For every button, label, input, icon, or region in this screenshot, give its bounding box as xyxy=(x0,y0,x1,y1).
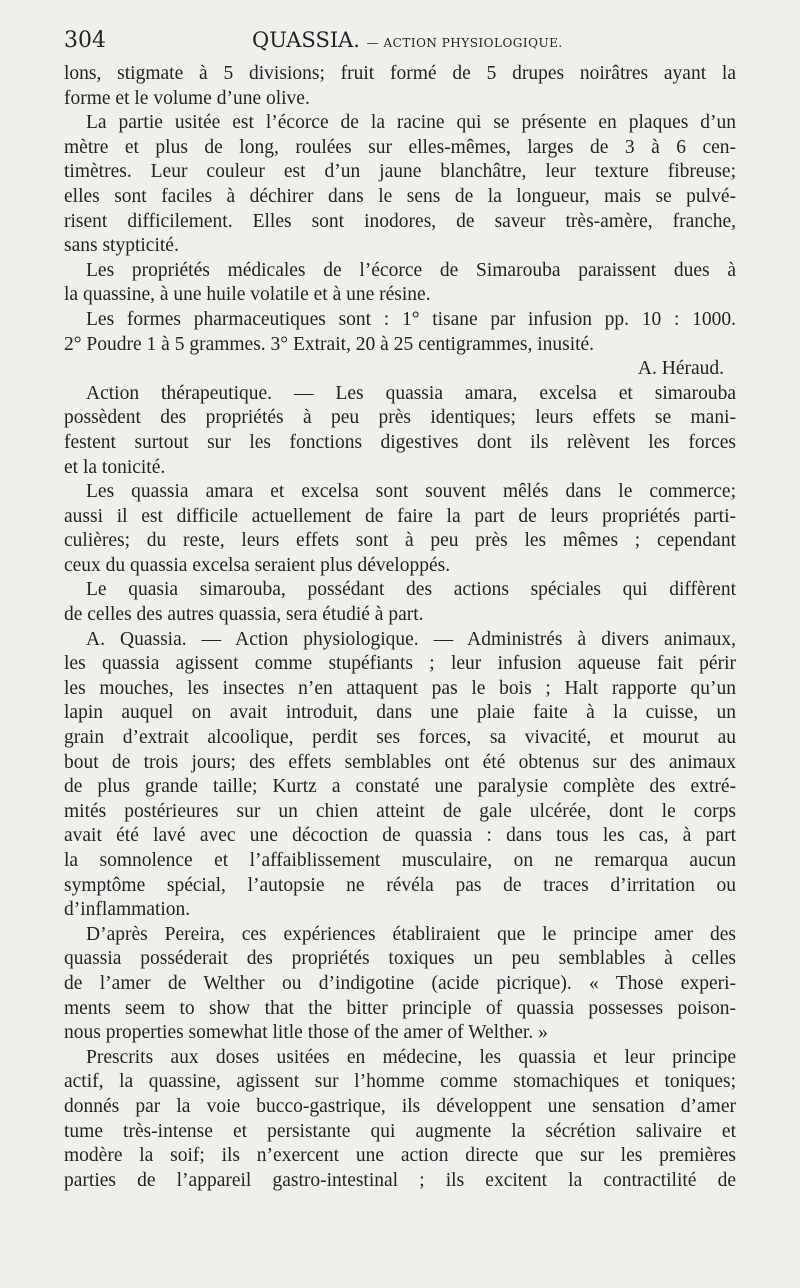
text-line: tume très-intense et persistante qui augmente la sécrétion salivaire et xyxy=(64,1120,736,1142)
text-line: quassia posséderait des propriétés toxiques un peu semblables à celles xyxy=(64,948,736,970)
text-line: grain d’extrait alcoolique, perdit ses forces, sa vivacité, et mourut au xyxy=(64,727,736,749)
text-line: Les quassia amara et excelsa sont souvent mêlés dans le commerce; xyxy=(86,481,736,503)
text-line: Les propriétés médicales de l’écorce de Simarouba paraissent dues à xyxy=(86,259,736,281)
text-line: de l’amer de Welther ou d’indigotine (acide picrique). « Those experi- xyxy=(64,972,736,994)
text-line: risent difficilement. Elles sont inodores, de saveur très-amère, franche, xyxy=(64,210,736,232)
text-line: Action thérapeutique. — Les quassia amara, excelsa et simarouba xyxy=(86,382,736,404)
text-line: possèdent des propriétés à peu près identiques; leurs effets se mani- xyxy=(64,407,736,429)
text-line: D’après Pereira, ces expériences établiraient que le principe amer des xyxy=(86,923,736,945)
text-line: la quassine, à une huile volatile et à une résine. xyxy=(64,284,431,306)
text-line: nous properties somewhat litle those of the amer of Welther. » xyxy=(64,1022,548,1044)
page-body xyxy=(64,62,736,1193)
text-line: festent surtout sur les fonctions digestives dont ils relèvent les forces xyxy=(64,431,736,453)
text-line: A. Quassia. — Action physiologique. — Administrés à divers animaux, xyxy=(86,628,736,650)
text-line: culières; du reste, leurs effets sont à peu près les mêmes ; cependant xyxy=(64,530,736,552)
text-line: parties de l’appareil gastro-intestinal ; ils excitent la contractilité de xyxy=(64,1169,736,1191)
text-line: actif, la quassine, agissent sur l’homme comme stomachiques et toniques; xyxy=(64,1071,736,1093)
text-line: de plus grande taille; Kurtz a constaté une paralysie complète des extré- xyxy=(64,776,736,798)
text-line: Les formes pharmaceutiques sont : 1° tisane par infusion pp. 10 : 1000. xyxy=(86,308,736,330)
text-line: A. Héraud. xyxy=(637,358,724,380)
text-line: bout de trois jours; des effets semblables ont été obtenus sur des animaux xyxy=(64,751,736,773)
running-title xyxy=(252,28,563,52)
text-line: mètre et plus de long, roulées sur elles-mêmes, larges de 3 à 6 cen- xyxy=(64,136,736,158)
text-line: Prescrits aux doses usitées en médecine, les quassia et leur principe xyxy=(86,1046,736,1068)
text-line: forme et le volume d’une olive. xyxy=(64,87,310,109)
text-line: lapin auquel on avait introduit, dans une plaie faite à la cuisse, un xyxy=(64,702,736,724)
running-title-main: QUASSIA. xyxy=(252,28,360,52)
text-line: sans stypticité. xyxy=(64,235,179,257)
text-line: les quassia agissent comme stupéfiants ; leur infusion aqueuse fait périr xyxy=(64,653,736,675)
text-line: modère la soif; ils n’exercent une action directe que sur les premières xyxy=(64,1145,736,1167)
running-header xyxy=(64,28,736,58)
text-line: ceux du quassia excelsa seraient plus développés. xyxy=(64,554,451,576)
text-line: ments seem to show that the bitter principle of quassia possesses poison- xyxy=(64,997,736,1019)
text-line: avait été lavé avec une décoction de quassia : dans tous les cas, à part xyxy=(64,825,736,847)
text-line: donnés par la voie bucco-gastrique, ils développent une sensation d’amer xyxy=(64,1095,736,1117)
running-title-sub: — ACTION PHYSIOLOGIQUE. xyxy=(366,36,563,50)
text-line: symptôme spécial, l’autopsie ne révéla pas de traces d’irritation ou xyxy=(64,874,736,896)
text-line: aussi il est difficile actuellement de faire la part de leurs propriétés parti- xyxy=(64,505,736,527)
text-line: et la tonicité. xyxy=(64,456,166,478)
text-line: Le quasia simarouba, possédant des actions spéciales qui diffèrent xyxy=(86,579,736,601)
page-number: 304 xyxy=(64,28,106,53)
text-line: mités postérieures sur un chien atteint de gale ulcérée, dont le corps xyxy=(64,800,736,822)
text-line: La partie usitée est l’écorce de la racine qui se présente en plaques d’un xyxy=(86,112,736,134)
text-line: timètres. Leur couleur est d’un jaune blanchâtre, leur texture fibreuse; xyxy=(64,161,736,183)
text-line: elles sont faciles à déchirer dans le sens de la longueur, mais se pulvé- xyxy=(64,185,736,207)
text-line: d’inflammation. xyxy=(64,899,191,921)
text-line: la somnolence et l’affaiblissement musculaire, on ne remarqua aucun xyxy=(64,850,736,871)
text-line: les mouches, les insectes n’en attaquent pas le bois ; Halt rapporte qu’un xyxy=(64,677,736,699)
text-line: de celles des autres quassia, sera étudié à part. xyxy=(64,604,424,626)
text-line: lons, stigmate à 5 divisions; fruit formé de 5 drupes noirâtres ayant la xyxy=(64,63,736,84)
text-line: 2° Poudre 1 à 5 grammes. 3° Extrait, 20 à 25 centigrammes, inusité. xyxy=(64,333,595,355)
